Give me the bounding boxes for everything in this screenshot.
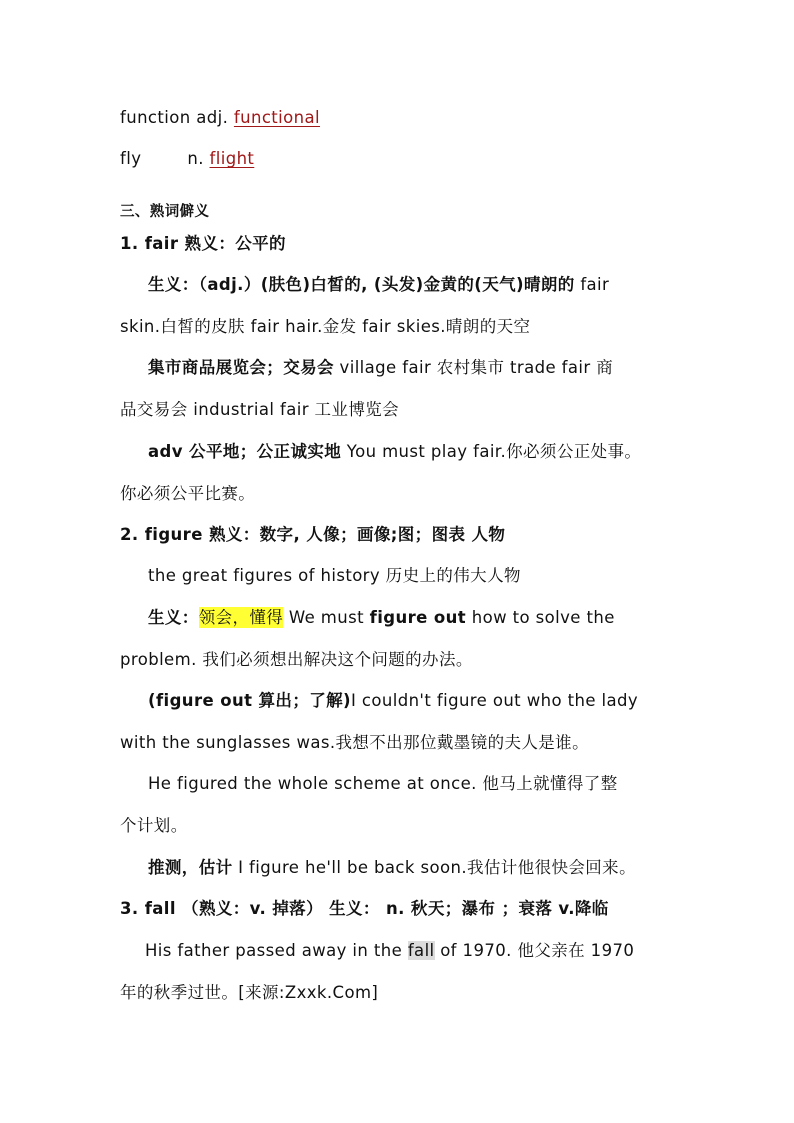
fall-example: His father passed away in the fall of 1970. 他父亲在 1970 bbox=[145, 941, 635, 960]
vocab-line-fly: fly n. flight bbox=[120, 149, 255, 168]
highlighted-sense: 领会，懂得 bbox=[198, 608, 284, 627]
figure-example2-cont: 个计划。 bbox=[120, 816, 188, 835]
derived-word-functional: functional bbox=[233, 108, 321, 127]
section-title: 三、熟词僻义 bbox=[120, 204, 210, 220]
fair-sense3-cont: 你必须公平比赛。 bbox=[120, 484, 256, 503]
figure-example1: the great figures of history 历史上的伟大人物 bbox=[148, 566, 521, 585]
fair-sense1-examples: skin.白皙的皮肤 fair hair.金发 fair skies.晴朗的天空 bbox=[120, 317, 531, 336]
derived-word-flight: flight bbox=[209, 149, 255, 168]
fair-sense2-cont: 品交易会 industrial fair 工业博览会 bbox=[120, 400, 400, 419]
entry-heading-fair: 1. fair 熟义：公平的 bbox=[120, 234, 286, 253]
figure-note-cont: with the sunglasses was.我想不出那位戴墨镜的夫人是谁。 bbox=[120, 733, 589, 752]
fair-sense1: 生义：（adj.）(肤色)白皙的, (头发)金黄的(天气)晴朗的 fair bbox=[148, 275, 610, 294]
figure-sense-cont: problem. 我们必须想出解决这个问题的办法。 bbox=[120, 650, 473, 669]
figure-example2: He figured the whole scheme at once. 他马上就懂得了整 bbox=[148, 774, 618, 793]
fair-sense2: 集市商品展览会；交易会 village fair 农村集市 trade fair 商 bbox=[148, 358, 614, 377]
figure-sense2: 推测，估计 I figure he'll be back soon.我估计他很快会回来。 bbox=[148, 858, 636, 877]
vocab-line-function: function adj. functional bbox=[120, 108, 321, 127]
entry-heading-fall: 3. fall （熟义：v. 掉落） 生义： n. 秋天；瀑布 ；衰落 v.降临 bbox=[120, 899, 609, 918]
figure-sense: 生义：领会，懂得 We must figure out how to solve the bbox=[148, 608, 615, 627]
fall-example-cont: 年的秋季过世。[来源:Zxxk.Com] bbox=[120, 983, 379, 1002]
figure-note: (figure out 算出；了解)I couldn't figure out who the lady bbox=[148, 691, 639, 710]
highlighted-word-fall: fall bbox=[407, 941, 435, 960]
entry-heading-figure: 2. figure 熟义：数字, 人像；画像;图；图表 人物 bbox=[120, 525, 506, 544]
fair-sense3: adv 公平地；公正诚实地 You must play fair.你必须公正处事。 bbox=[148, 442, 642, 461]
